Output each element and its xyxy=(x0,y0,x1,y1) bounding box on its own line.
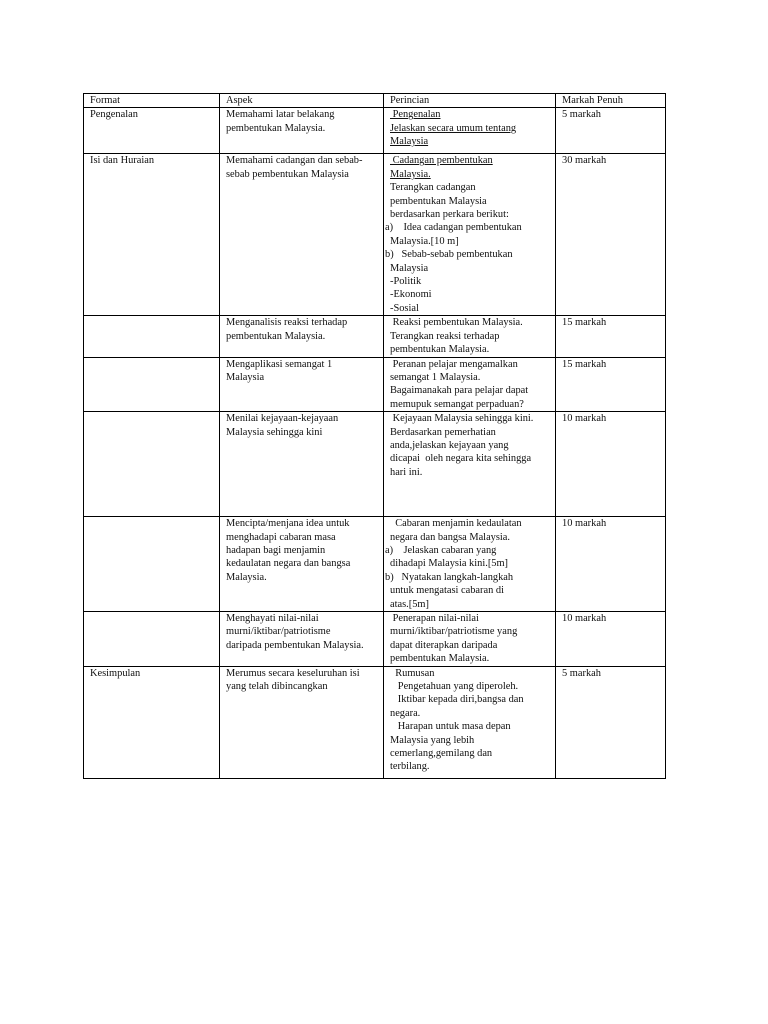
perincian-line: negara dan bangsa Malaysia. xyxy=(390,531,511,543)
aspek-cell xyxy=(220,611,384,666)
perincian-line: Pengetahuan yang diperoleh. xyxy=(390,681,519,692)
markah-cell: 10 markah xyxy=(556,412,666,517)
aspek-line: Mencipta/menjana idea untuk xyxy=(226,518,350,530)
perincian-heading: Malaysia. xyxy=(390,168,431,180)
format-cell xyxy=(84,517,220,612)
perincian-heading: Pengenalan xyxy=(390,109,441,121)
table-row xyxy=(84,412,666,517)
perincian-line: cemerlang,gemilang dan xyxy=(390,748,493,760)
perincian-cell xyxy=(384,357,556,412)
aspek-line: Merumus secara keseluruhan isi xyxy=(226,667,360,679)
markah-cell: 15 markah xyxy=(556,357,666,412)
perincian-line: anda,jelaskan kejayaan yang xyxy=(390,439,509,451)
perincian-heading: Peranan pelajar mengamalkan xyxy=(390,358,518,370)
perincian-line: a) Jelaskan cabaran yang xyxy=(385,544,497,556)
table-header-row xyxy=(84,94,666,108)
aspek-line: Malaysia sehingga kini xyxy=(226,426,323,438)
perincian-line: -Politik xyxy=(390,276,422,288)
table-row xyxy=(84,517,666,612)
perincian-line: b) Nyatakan langkah-langkah xyxy=(385,571,514,583)
aspek-line: Mengaplikasi semangat 1 xyxy=(226,358,333,370)
aspek-line: sebab pembentukan Malaysia xyxy=(226,168,349,180)
aspek-line: Memahami latar belakang xyxy=(226,109,335,121)
perincian-heading: Cabaran menjamin kedaulatan xyxy=(390,518,522,530)
perincian-line: dihadapi Malaysia kini.[5m] xyxy=(390,558,509,570)
perincian-line: a) Idea cadangan pembentukan xyxy=(385,222,522,234)
perincian-line: negara. xyxy=(390,707,421,719)
aspek-line: Menghayati nilai-nilai xyxy=(226,612,319,624)
format-cell: Kesimpulan xyxy=(84,666,220,778)
aspek-cell xyxy=(220,357,384,412)
aspek-line: pembentukan Malaysia. xyxy=(226,330,326,342)
aspek-line: hadapan bagi menjamin xyxy=(226,544,326,556)
perincian-cell xyxy=(384,108,556,154)
rubric-table xyxy=(83,93,666,779)
table-row xyxy=(84,357,666,412)
perincian-line: hari ini. xyxy=(390,466,423,478)
perincian-line: dapat diterapkan daripada xyxy=(390,639,498,651)
format-cell: Pengenalan xyxy=(84,108,220,154)
perincian-line: Malaysia.[10 m] xyxy=(390,235,459,247)
aspek-line: menghadapi cabaran masa xyxy=(226,531,336,543)
perincian-line: Malaysia xyxy=(390,262,429,274)
format-cell xyxy=(84,316,220,357)
table-row xyxy=(84,316,666,357)
perincian-line: -Sosial xyxy=(390,302,419,314)
perincian-line: Harapan untuk masa depan xyxy=(390,721,511,733)
markah-cell: 30 markah xyxy=(556,154,666,316)
table-row xyxy=(84,666,666,778)
perincian-line: -Ekonomi xyxy=(390,289,432,301)
perincian-cell xyxy=(384,154,556,316)
header-perincian: Perincian xyxy=(384,94,556,108)
perincian-line: untuk mengatasi cabaran di xyxy=(390,585,504,597)
format-cell xyxy=(84,357,220,412)
perincian-cell xyxy=(384,412,556,517)
aspek-line: Memahami cadangan dan sebab- xyxy=(226,155,363,167)
markah-cell: 15 markah xyxy=(556,316,666,357)
perincian-heading: Cadangan pembentukan xyxy=(390,155,493,167)
perincian-line: Berdasarkan pemerhatian xyxy=(390,426,496,438)
aspek-line: murni/iktibar/patriotisme xyxy=(226,626,331,638)
aspek-line: Malaysia xyxy=(226,371,265,383)
aspek-cell xyxy=(220,666,384,778)
perincian-line: dicapai oleh negara kita sehingga xyxy=(390,453,532,465)
perincian-heading: Reaksi pembentukan Malaysia. xyxy=(390,317,523,329)
perincian-line: Bagaimanakah para pelajar dapat xyxy=(390,385,529,397)
perincian-line: atas.[5m] xyxy=(390,598,429,610)
markah-cell: 5 markah xyxy=(556,666,666,778)
perincian-line: Jelaskan secara umum tentang xyxy=(390,122,517,134)
perincian-line: pembentukan Malaysia. xyxy=(390,344,490,356)
perincian-cell xyxy=(384,517,556,612)
aspek-line: pembentukan Malaysia. xyxy=(226,122,326,134)
perincian-line: Iktibar kepada diri,bangsa dan xyxy=(390,694,524,706)
aspek-cell xyxy=(220,316,384,357)
perincian-heading: Rumusan xyxy=(390,667,435,679)
header-aspek: Aspek xyxy=(220,94,384,108)
perincian-line: b) Sebab-sebab pembentukan xyxy=(385,249,513,261)
header-markah-penuh: Markah Penuh xyxy=(556,94,666,108)
table-row xyxy=(84,154,666,316)
aspek-line: kedaulatan negara dan bangsa xyxy=(226,558,351,570)
aspek-cell xyxy=(220,108,384,154)
aspek-cell xyxy=(220,154,384,316)
perincian-line: semangat 1 Malaysia. xyxy=(390,371,481,383)
header-format: Format xyxy=(84,94,220,108)
aspek-line: daripada pembentukan Malaysia. xyxy=(226,639,364,651)
format-cell xyxy=(84,611,220,666)
perincian-cell xyxy=(384,611,556,666)
aspek-cell xyxy=(220,412,384,517)
perincian-line: pembentukan Malaysia xyxy=(390,195,487,207)
perincian-line: Malaysia yang lebih xyxy=(390,734,475,746)
perincian-line: murni/iktibar/patriotisme yang xyxy=(390,626,518,638)
perincian-line: berdasarkan perkara berikut: xyxy=(390,209,509,221)
aspek-line: yang telah dibincangkan xyxy=(226,681,328,692)
perincian-cell xyxy=(384,666,556,778)
aspek-line: Malaysia. xyxy=(226,571,267,583)
perincian-line: Terangkan reaksi terhadap xyxy=(390,330,500,342)
perincian-line: pembentukan Malaysia. xyxy=(390,653,490,665)
perincian-heading: Penerapan nilai-nilai xyxy=(390,612,479,624)
perincian-line: memupuk semangat perpaduan? xyxy=(390,398,524,410)
perincian-heading: Kejayaan Malaysia sehingga kini. xyxy=(390,413,534,425)
table-row xyxy=(84,108,666,154)
format-cell: Isi dan Huraian xyxy=(84,154,220,316)
format-cell xyxy=(84,412,220,517)
aspek-line: Menganalisis reaksi terhadap xyxy=(226,317,348,329)
perincian-cell xyxy=(384,316,556,357)
markah-cell: 10 markah xyxy=(556,611,666,666)
perincian-line: Terangkan cadangan xyxy=(390,182,476,194)
perincian-line: Malaysia xyxy=(390,136,429,148)
aspek-cell xyxy=(220,517,384,612)
table-row xyxy=(84,611,666,666)
markah-cell: 10 markah xyxy=(556,517,666,612)
perincian-line: terbilang. xyxy=(390,761,430,773)
aspek-line: Menilai kejayaan-kejayaan xyxy=(226,413,339,425)
markah-cell: 5 markah xyxy=(556,108,666,154)
